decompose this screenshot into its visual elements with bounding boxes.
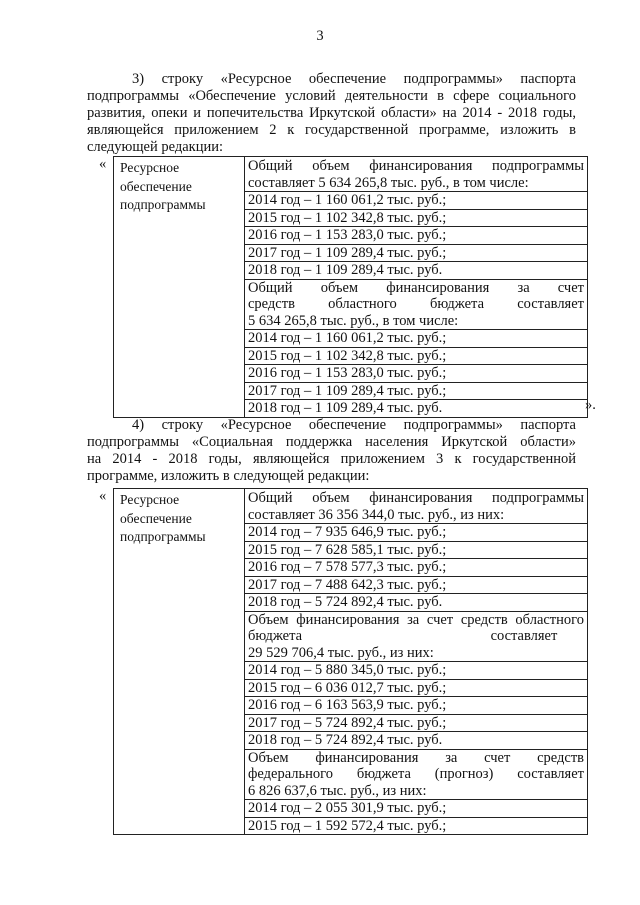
- label-line: Ресурсное: [120, 160, 180, 175]
- table-value-cell: [245, 157, 588, 418]
- paragraph-line: 3) строку «Ресурсное обеспечение подпрограммы» паспорта: [132, 71, 576, 87]
- table-label-cell: [114, 157, 245, 418]
- paragraph-3: [87, 71, 576, 156]
- table-row: 2017 год – 7 488 642,3 тыс. руб.;: [245, 577, 587, 595]
- open-quote: «: [99, 156, 107, 172]
- close-quote: ».: [585, 397, 596, 413]
- paragraph-line: на 2014 - 2018 годы, являющейся приложением 3 к государственной: [87, 451, 576, 467]
- table-row: 6 826 637,6 тыс. руб., из них:: [245, 783, 587, 801]
- paragraph-line: следующей редакции:: [87, 139, 224, 155]
- table-row: 2018 год – 1 109 289,4 тыс. руб.: [245, 262, 587, 280]
- table-row: бюджета составляет: [248, 628, 558, 644]
- table-row: 2017 год – 1 109 289,4 тыс. руб.;: [245, 383, 587, 401]
- open-quote: «: [99, 488, 107, 504]
- paragraph-4: [87, 417, 576, 485]
- label-line: подпрограммы: [120, 197, 206, 212]
- resource-table-2: [113, 488, 588, 835]
- table-row: 2014 год – 2 055 301,9 тыс. руб.;: [245, 800, 587, 818]
- table-row: средств областного бюджета составляет: [248, 296, 584, 312]
- paragraph-line: являющейся приложением 2 к государственной программе, изложить в: [87, 122, 576, 138]
- table-row: 2017 год – 1 109 289,4 тыс. руб.;: [245, 245, 587, 263]
- table-row: 2015 год – 6 036 012,7 тыс. руб.;: [245, 680, 587, 698]
- table-row: 2014 год – 5 880 345,0 тыс. руб.;: [245, 662, 587, 680]
- table-row: составляет 36 356 344,0 тыс. руб., из них:: [245, 507, 587, 525]
- table-row: 2018 год – 1 109 289,4 тыс. руб.: [248, 400, 443, 416]
- table-row: 2018 год – 5 724 892,4 тыс. руб.: [245, 594, 587, 612]
- table-row: 29 529 706,4 тыс. руб., из них:: [245, 645, 587, 663]
- paragraph-line: развития, опеки и попечительства Иркутской области» на 2014 - 2018 годы,: [87, 105, 576, 121]
- table-row: Общий объем финансирования подпрограммы: [248, 490, 584, 506]
- paragraph-line: 4) строку «Ресурсное обеспечение подпрограммы» паспорта: [132, 417, 576, 433]
- paragraph-line: подпрограммы «Обеспечение условий деятельности в сфере социального: [87, 88, 576, 104]
- paragraph-line: программе, изложить в следующей редакции:: [87, 468, 370, 484]
- table-row: 2016 год – 6 163 563,9 тыс. руб.;: [245, 697, 587, 715]
- table-row: составляет 5 634 265,8 тыс. руб., в том числе:: [245, 175, 587, 193]
- label-line: подпрограммы: [120, 529, 206, 544]
- table-row: федерального бюджета (прогноз) составляет: [248, 766, 584, 782]
- table-row: Общий объем финансирования за счет: [248, 279, 584, 296]
- table-row: 2015 год – 1 102 342,8 тыс. руб.;: [245, 348, 587, 366]
- table-row: 2017 год – 5 724 892,4 тыс. руб.;: [245, 715, 587, 733]
- table-row: Общий объем финансирования подпрограммы: [248, 158, 584, 174]
- table-label-cell: [114, 489, 245, 835]
- table-row: 2014 год – 7 935 646,9 тыс. руб.;: [245, 524, 587, 542]
- table-row: 2015 год – 1 102 342,8 тыс. руб.;: [245, 210, 587, 228]
- table-row: 2014 год – 1 160 061,2 тыс. руб.;: [245, 330, 587, 348]
- table-row: Объем финансирования за счет средств: [248, 749, 584, 766]
- table-value-cell: [245, 489, 588, 835]
- label-line: обеспечение: [120, 178, 192, 194]
- label-line: Ресурсное: [120, 492, 180, 507]
- resource-table-1: [113, 156, 588, 418]
- table-row: 2015 год – 1 592 572,4 тыс. руб.;: [248, 817, 447, 834]
- table-row: 2015 год – 7 628 585,1 тыс. руб.;: [245, 542, 587, 560]
- table-row: 2016 год – 1 153 283,0 тыс. руб.;: [245, 365, 587, 383]
- table-row: 5 634 265,8 тыс. руб., в том числе:: [245, 313, 587, 331]
- table-row: Объем финансирования за счет средств областного: [248, 611, 584, 628]
- table-row: 2014 год – 1 160 061,2 тыс. руб.;: [245, 192, 587, 210]
- page-number: 3: [316, 28, 324, 44]
- table-row: 2018 год – 5 724 892,4 тыс. руб.: [245, 732, 587, 750]
- table-row: 2016 год – 7 578 577,3 тыс. руб.;: [245, 559, 587, 577]
- paragraph-line: подпрограммы «Социальная поддержка населения Иркутской области»: [87, 434, 576, 450]
- label-line: обеспечение: [120, 510, 192, 526]
- table-row: 2016 год – 1 153 283,0 тыс. руб.;: [245, 227, 587, 245]
